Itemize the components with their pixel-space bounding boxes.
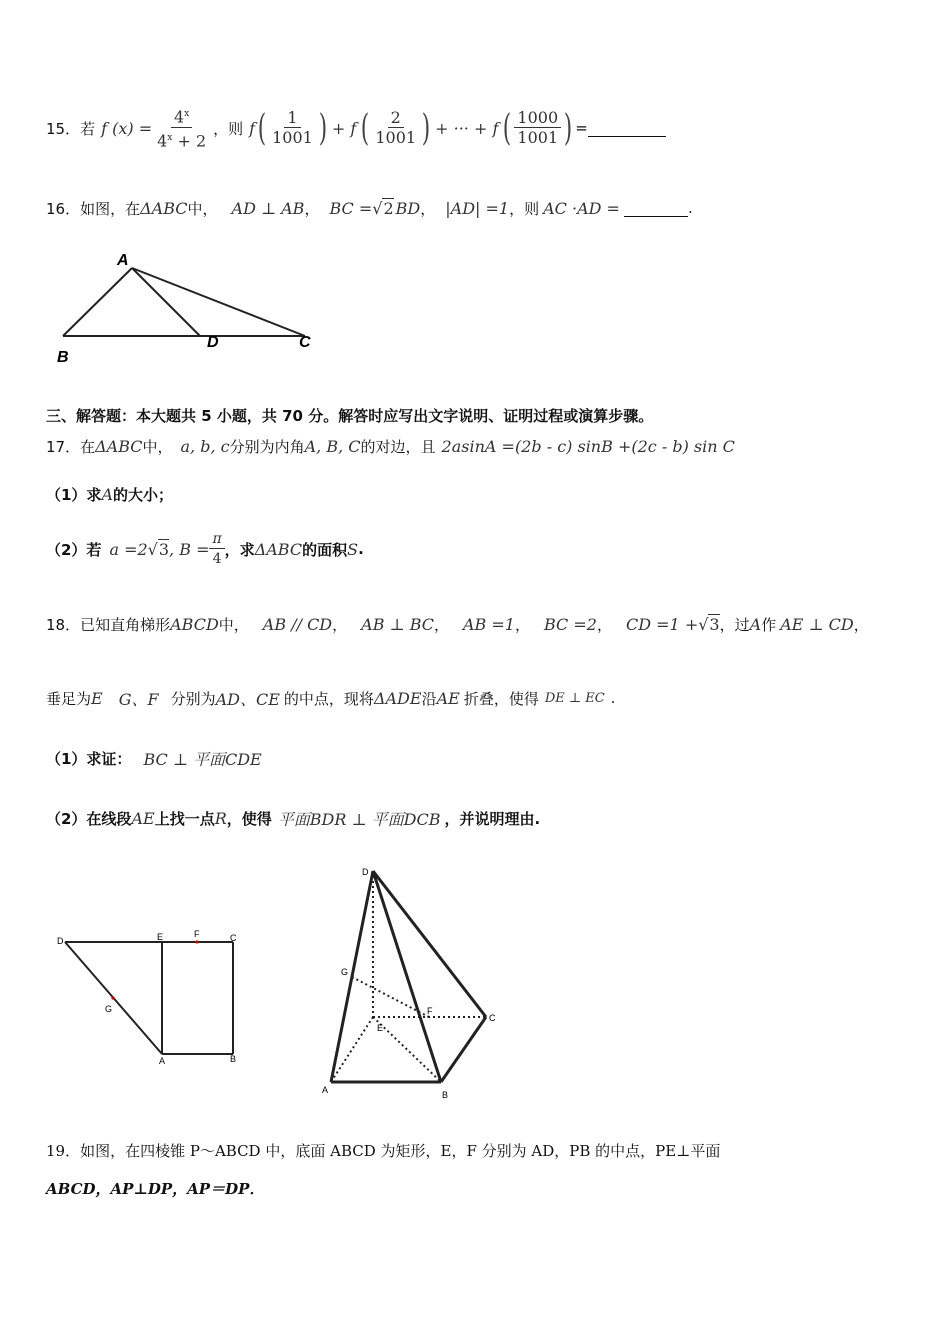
q18-part1-expr: BC ⊥ 平面CDE (143, 749, 262, 769)
paren-left: ( (257, 107, 267, 149)
q17-mid: 分别为内角 (229, 437, 305, 456)
q15-then: ，则 (213, 119, 244, 138)
q18-fold: 折叠，使得 (463, 689, 539, 708)
q17-part2-cond-b: , B = (169, 539, 210, 559)
q17-part1 (46, 484, 173, 505)
label-D: D (57, 936, 64, 946)
q18-segments: AD、CE (215, 689, 280, 709)
q17-sqrt3: 3 (158, 540, 170, 559)
section-3-heading: 三、解答题：本大题共 5 小题，共 70 分。解答时应写出文字说明、证明过程或演算步骤。 (46, 407, 654, 425)
q17-part2-end: . (358, 540, 364, 558)
q18-sep: ， (433, 615, 449, 634)
q18-sep: ， (332, 615, 348, 634)
q18-part1 (46, 738, 262, 778)
q17-part2-label: （2）若 (46, 540, 102, 559)
label-E: E (377, 1023, 384, 1033)
q15-f-lhs: f (x) = (101, 118, 153, 138)
q19-line1: 19．如图，在四棱锥 P～ABCD 中，底面 ABCD 为矩形，E，F 分别为 AD，PB 的中点，PE⊥平面 (46, 1142, 721, 1160)
q17-part2-S: S (347, 539, 359, 559)
q15-equals: = (575, 119, 588, 137)
q18-condition: DE ⊥ EC (544, 690, 605, 706)
q16-ask: AC ·AD = (543, 198, 620, 218)
q16-triangle-figure (50, 248, 330, 368)
pyramid-solid-lines (331, 871, 486, 1082)
q18-end1: ， (853, 615, 869, 634)
q17 (46, 430, 735, 462)
q18-part2-point: R (214, 808, 227, 828)
sqrt-sign: √ (147, 539, 158, 559)
q18-name: ABCD (170, 614, 219, 634)
q18-along: 沿 (421, 689, 437, 708)
sqrt-sign: √ (698, 614, 709, 634)
q18-triangle: ΔADE (373, 688, 422, 708)
q17-in: 中， (142, 437, 173, 456)
q17-sides: a, b, c (180, 436, 230, 456)
q17-part2-mid: ，求 (224, 540, 255, 559)
paren-left: ( (503, 107, 512, 149)
q18-point-A: A (749, 614, 762, 634)
q15-plus1: + f (331, 118, 357, 138)
paren-right: ) (421, 107, 431, 149)
q15-ellipsis: + ··· + f (435, 118, 499, 138)
q18-cond4: BC =2 (544, 614, 597, 634)
q18-mid: 的中点，现将 (283, 689, 374, 708)
q18-end2: . (610, 689, 616, 707)
q18-line2 (46, 680, 615, 716)
q17-part2 (46, 528, 364, 570)
q18-part2-make: ，使得 (226, 809, 272, 828)
q16-answer-blank[interactable] (624, 200, 688, 217)
q17-pi-over-4: $\frac{\pi}{4}$ (209, 530, 224, 569)
q18-point-E: E (91, 688, 103, 708)
q16-number: 16．如图，在 (46, 199, 141, 218)
q16 (46, 192, 693, 224)
q16-in: 中， (187, 199, 218, 218)
q15-arg1: $\frac{1}{1001}$ (272, 107, 313, 147)
q18-part1-label: （1）求证： (46, 749, 132, 768)
label-B: B (442, 1090, 449, 1100)
q15-fraction: $\frac{4^x}{4^x + 2}$ (154, 105, 209, 151)
q15-f1: f (249, 118, 256, 138)
q17-part1-label: （1）求 (46, 486, 102, 504)
label-G: G (105, 1004, 113, 1014)
label-E: E (157, 932, 164, 942)
trapezoid-lines (65, 942, 233, 1054)
q15-arg3: $\frac{1000}{1001}$ (514, 109, 561, 148)
q17-equation: 2asinA =(2b - c) sinB +(2c - b) sin C (441, 436, 735, 456)
label-C: C (299, 334, 311, 351)
q17-part2-tail: 的面积 (302, 540, 348, 559)
q17-triangle: ΔABC (95, 436, 143, 456)
q15-answer-blank[interactable] (588, 120, 666, 137)
label-B: B (230, 1054, 237, 1064)
q18-part2-expr: 平面BDR ⊥ 平面DCB (277, 809, 441, 829)
label-C: C (489, 1013, 496, 1023)
q16-triangle: ΔABC (140, 198, 188, 218)
q17-part1-var: A (101, 485, 113, 504)
q16-end: . (687, 199, 693, 217)
label-G: G (341, 967, 349, 977)
q18-axis: AE (436, 688, 460, 708)
label-C: C (230, 933, 237, 943)
q16-cond2b: BD (395, 198, 421, 218)
q18-cond5a: CD =1 + (625, 614, 699, 634)
q18-part2-tail: ，并说明理由. (444, 809, 541, 828)
q18-points-GF: G、F (118, 689, 159, 709)
q17-number: 17．在 (46, 437, 96, 456)
q18-number: 18．已知直角梯形 (46, 615, 171, 634)
q16-comma: ， (304, 199, 320, 218)
q18-foot: 垂足为 (46, 689, 92, 708)
q18-make: 作 (761, 615, 777, 634)
q18-via: ，过 (719, 615, 750, 634)
q18-line1 (46, 606, 869, 642)
label-B: B (57, 349, 69, 366)
q17-part2-cond-a: a =2 (109, 539, 148, 559)
q17-opp: 的对边，且 (360, 437, 436, 456)
q18-pyramid-figure (316, 860, 516, 1104)
sqrt-sign: √ (372, 198, 383, 218)
q17-part1-tail: 的大小； (113, 486, 174, 504)
q18-trapezoid-figure (50, 926, 250, 1072)
q17-part2-triangle: ΔABC (254, 539, 303, 559)
q18-part2-seg: AE (131, 808, 155, 828)
point-G-marker (111, 996, 114, 999)
paren-right: ) (563, 107, 573, 149)
label-F: F (427, 1006, 433, 1016)
q18-part2-mid: 上找一点 (154, 809, 215, 828)
q18-sep: ， (596, 615, 612, 634)
q16-cond1: AD ⊥ AB (231, 198, 305, 218)
label-A: A (117, 252, 129, 269)
q19-line2: ABCD，AP⊥DP，AP＝DP． (46, 1180, 265, 1198)
q18-sqrt3: 3 (709, 615, 720, 634)
q18-resp: 分别为 (170, 689, 216, 708)
paren-left: ( (361, 107, 370, 149)
label-A: A (322, 1085, 329, 1095)
q16-comma: ， (420, 199, 436, 218)
label-D: D (362, 867, 369, 877)
point-F-marker (195, 940, 198, 943)
q18-perp: AE ⊥ CD (780, 614, 854, 634)
q16-cond3: |AD| =1 (445, 198, 510, 218)
q18-cond1: AB // CD (262, 614, 333, 634)
label-D: D (207, 334, 219, 351)
q18-sep: ， (514, 615, 530, 634)
label-F: F (194, 929, 200, 939)
triangle-lines (63, 268, 305, 336)
q16-then: ，则 (509, 199, 540, 218)
q18-cond3: AB =1 (463, 614, 515, 634)
q17-angles: A, B, C (304, 436, 361, 456)
q15-number: 15．若 (46, 119, 96, 138)
q18-part2-label: （2）在线段 (46, 809, 132, 828)
q18-part2 (46, 798, 540, 838)
label-A: A (159, 1056, 166, 1066)
q16-sqrt2: 2 (383, 199, 394, 218)
q18-cond2: AB ⊥ BC (361, 614, 434, 634)
q16-cond2a: BC = (329, 198, 373, 218)
q15 (46, 100, 666, 156)
paren-right: ) (318, 107, 328, 149)
q15-arg2: $\frac{2}{1001}$ (375, 107, 417, 147)
q18-in: 中， (218, 615, 249, 634)
